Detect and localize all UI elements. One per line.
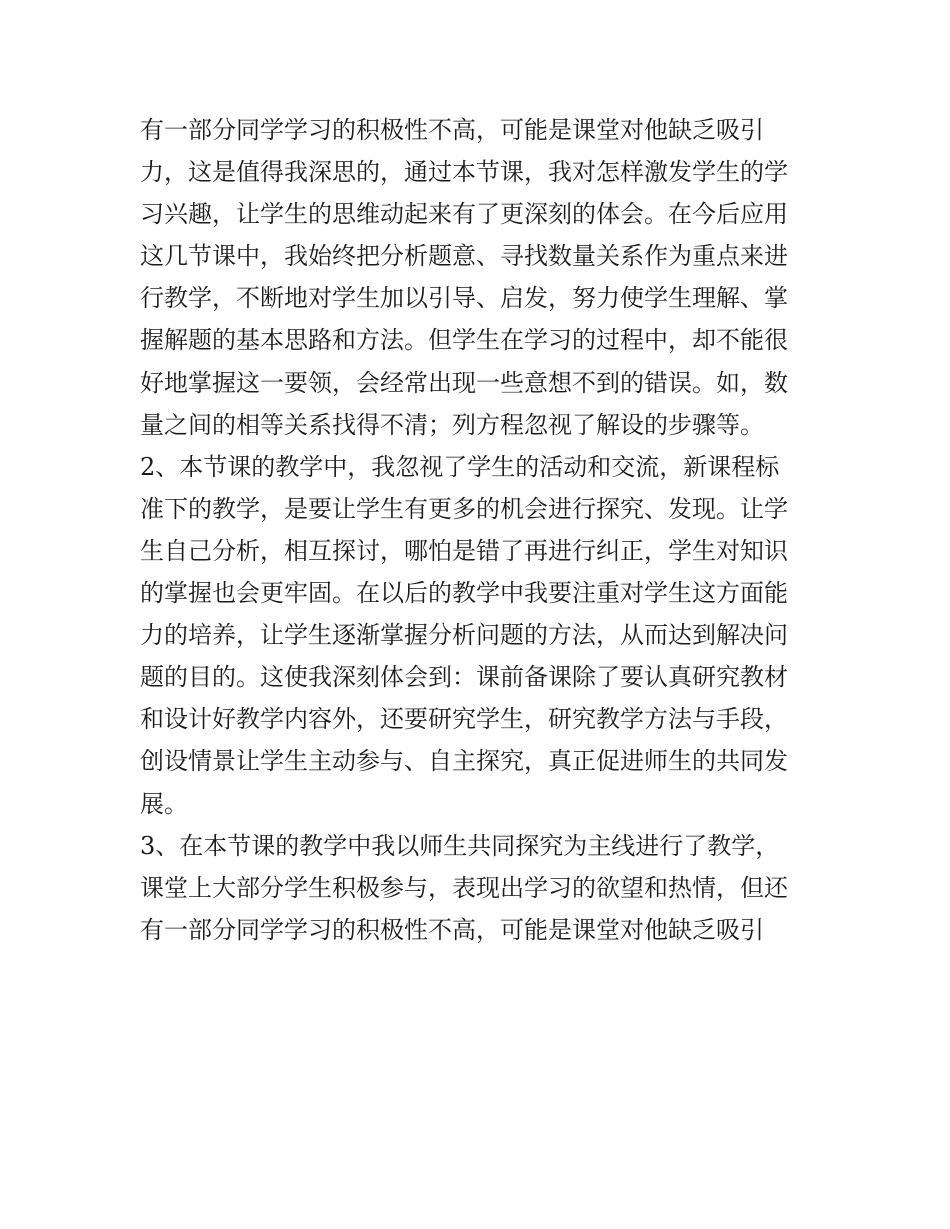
text-line: 3、在本节课的教学中我以师生共同探究为主线进行了教学， xyxy=(140,831,780,860)
text-line: 有一部分同学学习的积极性不高，可能是课堂对他缺乏吸引 xyxy=(140,915,764,944)
text-line: 握解题的基本思路和方法。但学生在学习的过程中，却不能很 xyxy=(140,326,788,355)
text-line: 生自己分析，相互探讨，哪怕是错了再进行纠正，学生对知识 xyxy=(140,536,788,565)
text-line: 和设计好教学内容外，还要研究学生，研究教学方法与手段， xyxy=(140,705,788,734)
text-line: 好地掌握这一要领，会经常出现一些意想不到的错误。如，数 xyxy=(140,368,788,397)
text-line: 量之间的相等关系找得不清；列方程忽视了解设的步骤等。 xyxy=(140,410,764,439)
text-line: 准下的教学，是要让学生有更多的机会进行探究、发现。让学 xyxy=(140,494,788,523)
text-line: 2、本节课的教学中，我忽视了学生的活动和交流，新课程标 xyxy=(140,452,780,481)
text-line: 题的目的。这使我深刻体会到：课前备课除了要认真研究教材 xyxy=(140,663,788,692)
text-line: 创设情景让学生主动参与、自主探究，真正促进师生的共同发 xyxy=(140,747,788,776)
text-line: 展。 xyxy=(140,789,188,818)
text-line: 习兴趣，让学生的思维动起来有了更深刻的体会。在今后应用 xyxy=(140,200,788,229)
text-line: 这几节课中，我始终把分析题意、寻找数量关系作为重点来进 xyxy=(140,242,788,271)
text-line: 行教学，不断地对学生加以引导、启发，努力使学生理解、掌 xyxy=(140,284,788,313)
text-line: 有一部分同学学习的积极性不高，可能是课堂对他缺乏吸引 xyxy=(140,116,764,144)
text-line: 力，这是值得我深思的，通过本节课，我对怎样激发学生的学 xyxy=(140,158,788,187)
text-line: 的掌握也会更牢固。在以后的教学中我要注重对学生这方面能 xyxy=(140,579,788,608)
text-line: 课堂上大部分学生积极参与，表现出学习的欲望和热情，但还 xyxy=(140,873,788,902)
body-text xyxy=(140,109,820,951)
text-line: 力的培养，让学生逐渐掌握分析问题的方法，从而达到解决问 xyxy=(140,621,788,650)
